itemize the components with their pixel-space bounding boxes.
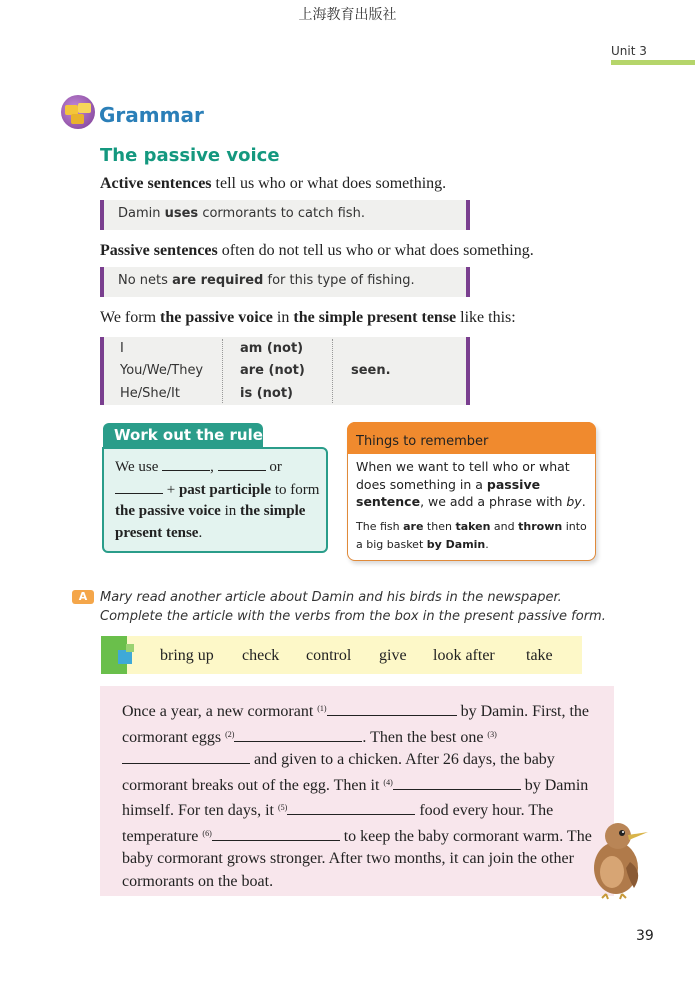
table-subject: You/We/They <box>120 363 204 378</box>
story-fragment: . Then the best one <box>362 728 488 746</box>
form-text: like this: <box>456 309 516 326</box>
active-term: Active sentences <box>100 175 212 192</box>
blank-number: (3) <box>487 729 497 739</box>
remember-bold: by Damin <box>426 538 486 551</box>
story-text <box>122 698 592 893</box>
story-fragment: and given to a chicken. After 26 days, the baby cormorant breaks out of the egg. Then it <box>122 751 555 794</box>
form-sentence <box>100 309 516 327</box>
remember-fragment: and <box>490 520 519 533</box>
rule-bold: the passive voice <box>115 503 221 519</box>
remember-example <box>356 518 592 554</box>
table-verb: is (not) <box>240 386 294 401</box>
blank-number: (1) <box>317 704 327 713</box>
example-text: cormorants to catch fish. <box>198 206 365 221</box>
unit-label: Unit 3 <box>611 44 647 58</box>
remember-fragment: , we add a phrase with <box>420 494 567 509</box>
rule-blank[interactable] <box>115 479 163 494</box>
rule-blank[interactable] <box>162 456 210 471</box>
remember-bold: thrown <box>518 520 563 533</box>
blank-number: (5) <box>277 803 288 812</box>
rule-title: Work out the rule <box>114 426 263 444</box>
story-fragment: by Damin himself. For ten days, it <box>122 776 589 819</box>
answer-blank-1[interactable] <box>327 701 457 716</box>
answer-blank-2[interactable] <box>234 727 362 742</box>
example-verb: are required <box>172 273 264 288</box>
rule-fragment: + <box>163 481 179 498</box>
rule-fragment: , <box>210 459 214 475</box>
active-example <box>100 200 470 230</box>
remember-fragment: . <box>485 538 489 551</box>
rule-fragment: in <box>220 503 240 519</box>
rule-text <box>115 456 323 544</box>
remember-rule <box>356 458 588 511</box>
blank-number: (4) <box>383 777 393 787</box>
activity-instruction: Mary read another article about Damin and his birds in the newspaper. Complete the article with the verbs from the box in the present passive form. <box>100 590 606 624</box>
story-fragment: food every hour. The temperature <box>122 802 554 845</box>
table-subject: I <box>120 341 124 356</box>
table-divider <box>332 339 333 403</box>
table-divider <box>222 339 223 403</box>
unit-underline <box>611 60 695 65</box>
rule-fragment: We use <box>115 459 163 475</box>
table-subject: He/She/It <box>120 386 180 401</box>
word-box-decoration <box>118 650 132 664</box>
rule-blank[interactable] <box>218 456 266 471</box>
story-fragment: Once a year, a new cormorant <box>122 703 318 720</box>
cormorant-chick-illustration <box>582 812 654 900</box>
remember-fragment: The fish <box>356 520 404 533</box>
answer-blank-4[interactable] <box>393 775 521 790</box>
rule-bold: past participle <box>178 481 272 498</box>
form-bold: the passive voice <box>160 309 273 326</box>
remember-italic: by <box>566 494 582 509</box>
word-option: give <box>379 647 407 664</box>
form-bold: the simple present tense <box>293 309 457 326</box>
remember-bold: passive sentence <box>356 476 541 509</box>
active-rest: tell us who or what does something. <box>211 175 447 192</box>
remember-bold: taken <box>455 520 491 533</box>
word-option: look after <box>433 647 495 664</box>
passive-voice-table <box>100 337 470 405</box>
passive-example <box>100 267 470 297</box>
page-number: 39 <box>636 928 654 944</box>
grammar-puzzle-icon <box>61 95 95 129</box>
word-option: control <box>306 647 352 664</box>
table-participle: seen. <box>351 363 391 378</box>
example-text: for this type of fishing. <box>263 273 415 288</box>
rule-fragment: or <box>265 459 282 475</box>
remember-fragment: into a big basket <box>356 520 587 551</box>
answer-blank-5[interactable] <box>287 800 415 815</box>
rule-fragment: to form <box>271 481 320 498</box>
passive-sentence-rule <box>100 242 534 260</box>
blank-number: (2) <box>225 729 235 739</box>
grammar-heading: Grammar <box>99 103 204 127</box>
example-text: Damin <box>118 206 165 221</box>
form-text: We form <box>100 309 161 326</box>
word-box-decoration <box>126 644 134 652</box>
remember-fragment: then <box>423 520 456 533</box>
passive-term: Passive sentences <box>100 242 218 259</box>
form-text: in <box>272 309 294 326</box>
word-option: take <box>526 647 553 664</box>
activity-letter-badge: A <box>72 590 94 604</box>
active-sentence-rule <box>100 175 446 193</box>
word-option: bring up <box>160 647 214 664</box>
story-fragment: to keep the baby cormorant warm. The baby cormorant grows stronger. After two months, it can join the other cormorants on the boat. <box>122 827 592 890</box>
section-title: The passive voice <box>100 145 280 166</box>
answer-blank-6[interactable] <box>212 826 340 841</box>
remember-fragment: . <box>581 494 586 509</box>
remember-title: Things to remember <box>356 434 489 449</box>
table-verb: am (not) <box>240 341 304 356</box>
remember-fragment: When we want to tell who or what does something in a <box>356 459 570 492</box>
blank-number: (6) <box>202 828 212 838</box>
passive-rest: often do not tell us who or what does something. <box>217 242 534 259</box>
table-verb: are (not) <box>240 363 305 378</box>
word-option: check <box>242 647 280 664</box>
example-verb: uses <box>164 206 199 221</box>
story-fragment: by Damin. First, the cormorant eggs <box>122 703 590 746</box>
publisher-header: 上海教育出版社 <box>298 7 397 23</box>
rule-fragment: . <box>198 524 203 541</box>
rule-bold: the simple present tense <box>115 503 306 541</box>
example-text: No nets <box>118 273 173 288</box>
answer-blank-3[interactable] <box>122 749 250 764</box>
remember-bold: are <box>403 520 424 533</box>
